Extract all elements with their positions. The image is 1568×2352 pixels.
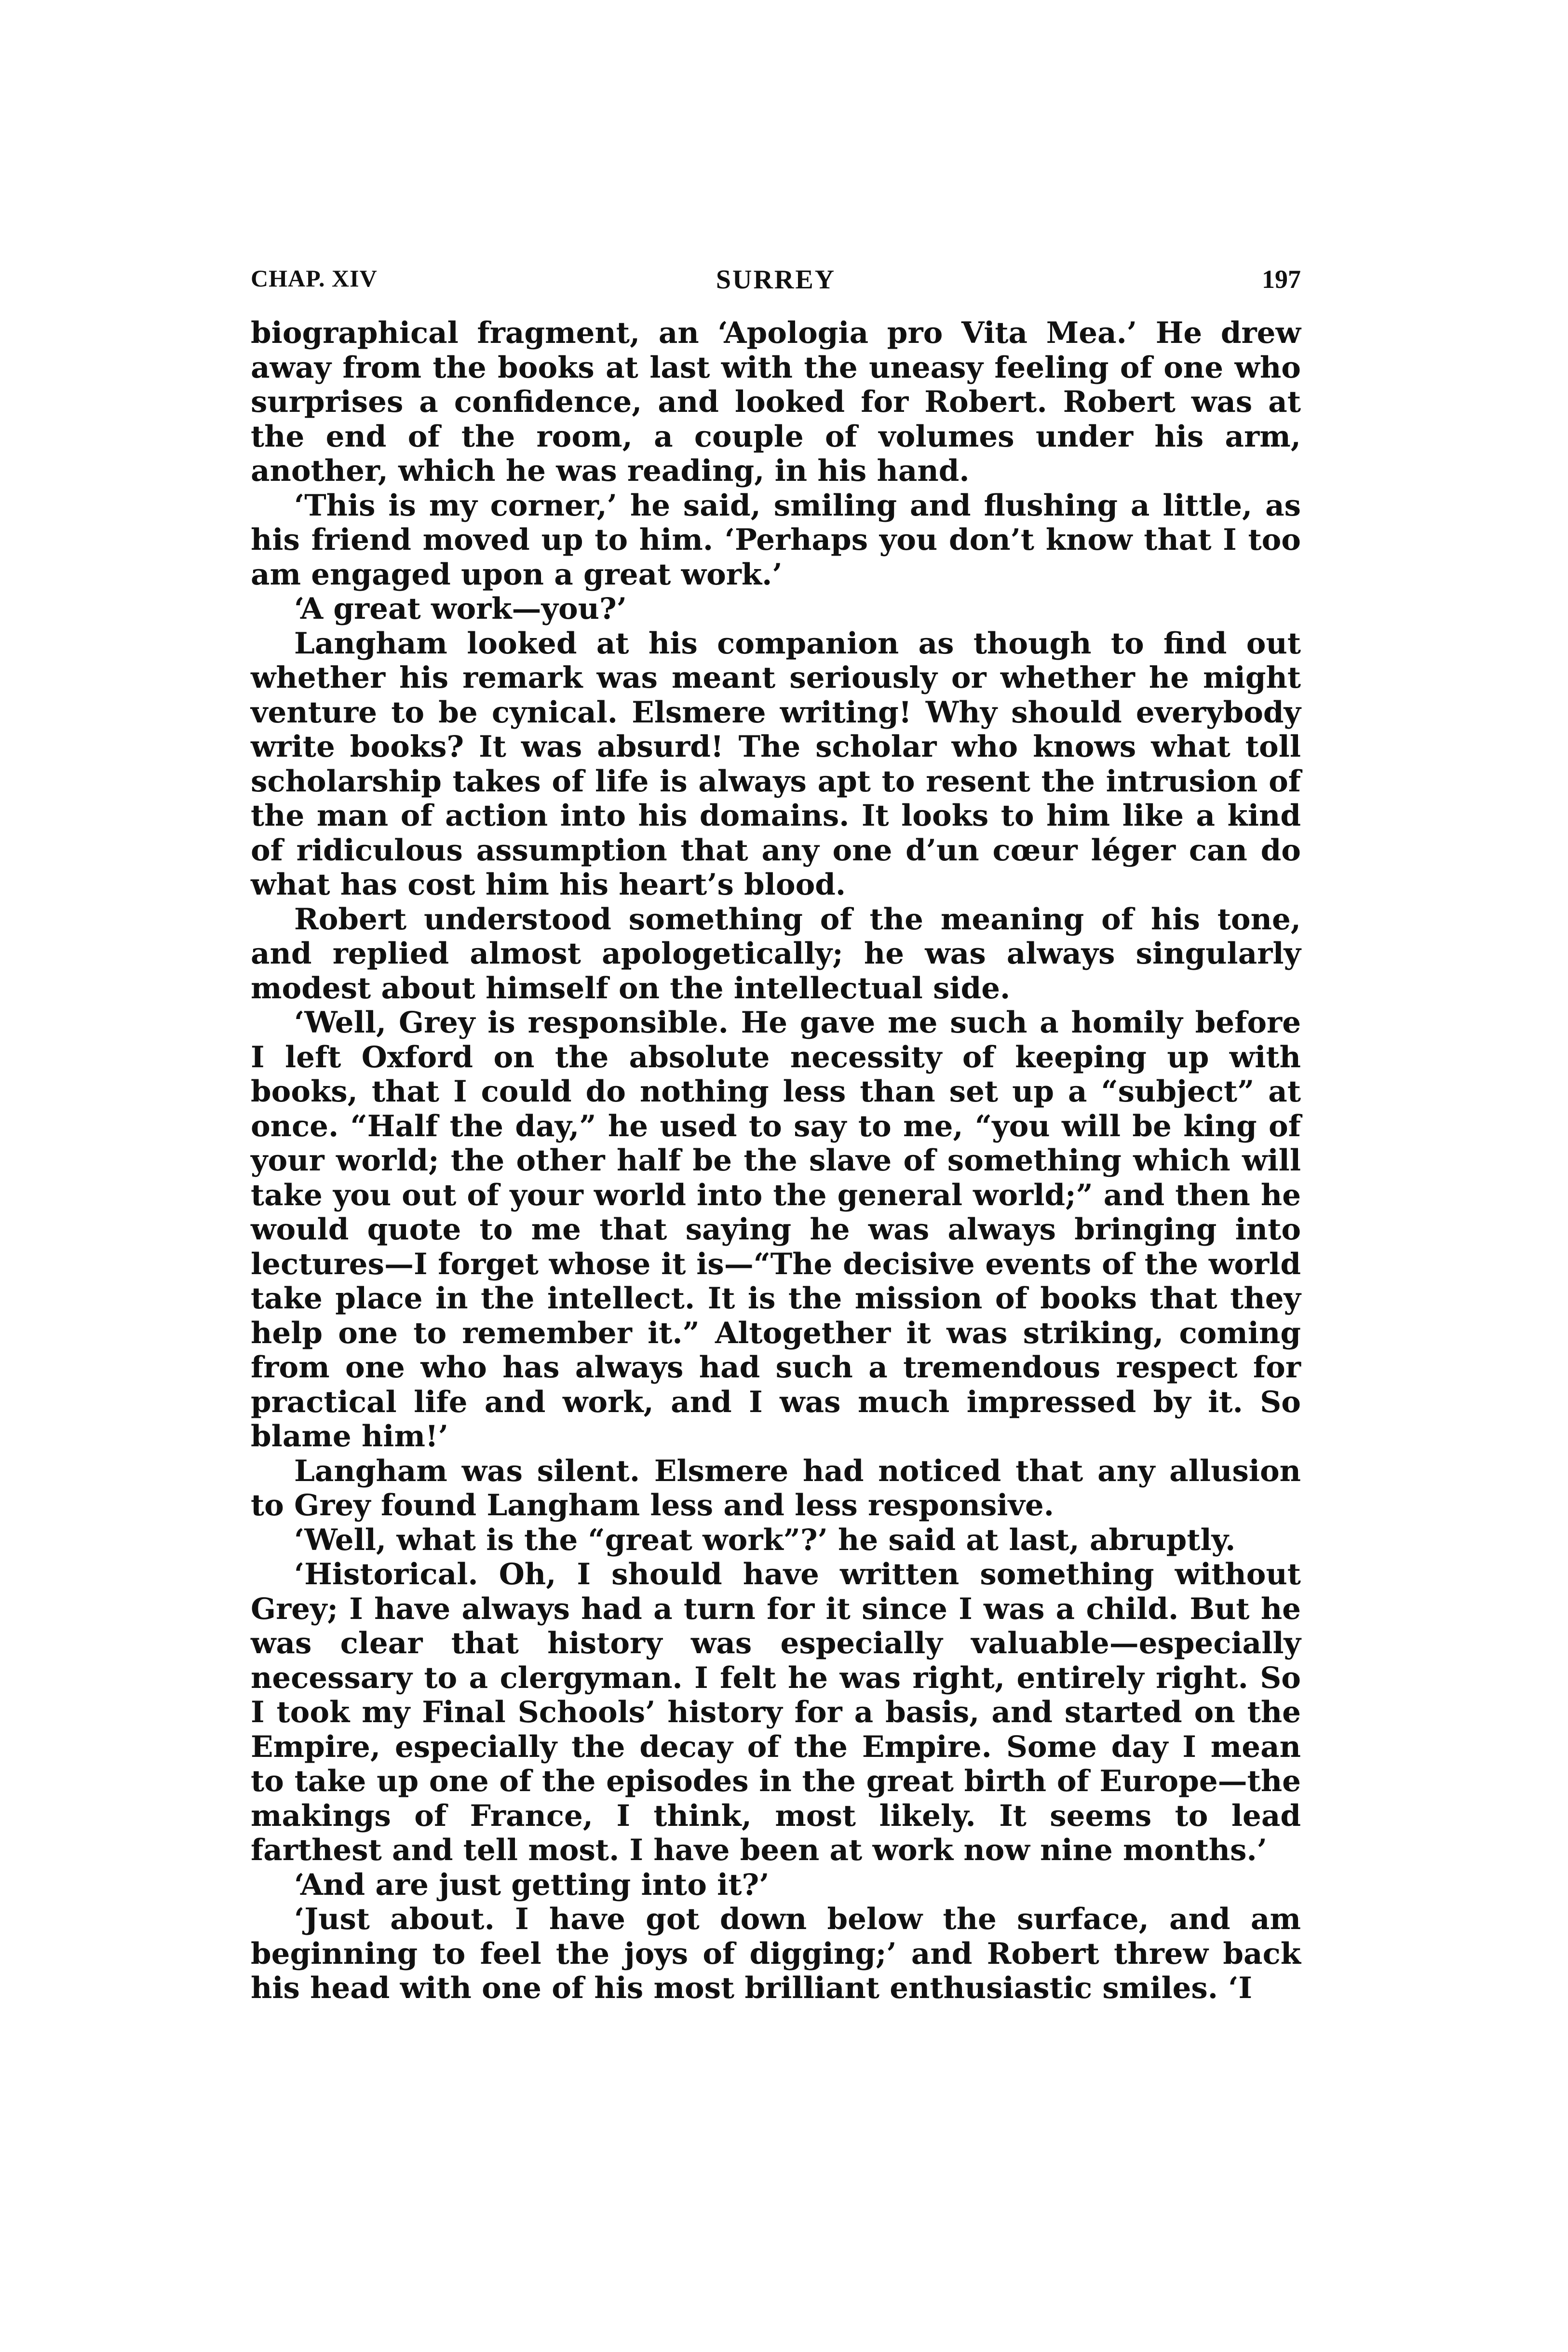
paragraph: ‘A great work—you?’ [294,592,627,626]
paragraph: ‘Historical. Oh, I should have written something without Grey; I have always had a turn for it since I was a child. But he was clear that history was especially valuable—especially necessary to a clergyman. I felt he was right, entirely right. So I took my Final Schools’ history for a basis, and started on the Empire, especially the decay of the Empire. Some day I mean to take up one of the episodes in the great birth of Europe—the makings of France, I think, most likely. It seems to lead farthest and tell most. I have been at work now nine months.’ [251,1557,1301,1867]
paragraph: Robert understood something of the meaning of his tone, and replied almost apologetically; he was always singularly modest about himself on the intellectual side. [251,902,1301,1006]
paragraph: ‘Well, Grey is responsible. He gave me such a homily before I left Oxford on the absolute necessity of keeping up with books, that I could do nothing less than set up a “subject” at once. “Half the day,” he used to say to me, “you will be king of your world; the other half be the slave of something which will take you out of your world into the general world;” and then he would quote to me that saying he was always bringing into lectures—I forget whose it is—“The decisive events of the world take place in the intellect. It is the mission of books that they help one to remember it.” Altogether it was striking, coming from one who has always had such a tremendous respect for practical life and work, and I was much impressed by it. So blame him!’ [251,1006,1301,1454]
running-head [251,264,1301,298]
page-number: 197 [1262,265,1301,294]
chapter-label: CHAP. XIV [251,265,378,292]
paragraph: Langham looked at his companion as though to find out whether his remark was meant seriously or whether he might venture to be cynical. Elsmere writing! Why should everybody write books? It was absurd! The scholar who knows what toll scholarship takes of life is always apt to resent the intrusion of the man of action into his domains. It looks to him like a kind of ridiculous assumption that any one d’un cœur léger can do what has cost him his heart’s blood. [251,626,1301,902]
paragraph: biographical fragment, an ‘Apologia pro Vita Mea.’ He drew away from the books at last with the uneasy feeling of one who surprises a confidence, and looked for Robert. Robert was at the end of the room, a couple of volumes under his arm, another, which he was reading, in his hand. [251,316,1301,488]
paragraph: ‘And are just getting into it?’ [294,1867,770,1902]
running-title: SURREY [716,265,836,295]
paragraph: ‘Well, what is the “great work”?’ he said at last, abruptly. [294,1523,1236,1557]
body-text [251,316,1301,2006]
paragraph: ‘Just about. I have got down below the surface, and am beginning to feel the joys of digging;’ and Robert threw back his head with one of his most brilliant enthusiastic smiles. ‘I [251,1902,1301,2005]
paragraph: ‘This is my corner,’ he said, smiling and flushing a little, as his friend moved up to him. ‘Perhaps you don’t know that I too am engaged upon a great work.’ [251,488,1301,592]
paragraph: Langham was silent. Elsmere had noticed that any allusion to Grey found Langham less and less responsive. [251,1454,1301,1523]
